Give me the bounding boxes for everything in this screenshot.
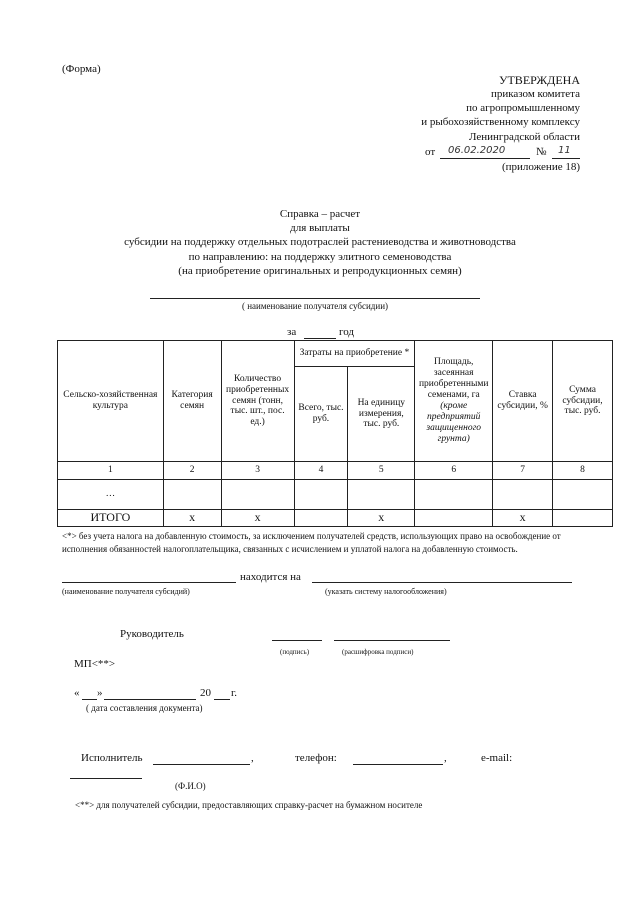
column-number: 2: [163, 462, 221, 480]
tax-recipient-underline: [62, 582, 236, 583]
appendix-label: (приложение 18): [501, 161, 580, 173]
phone-comma: ,: [444, 752, 447, 764]
ellipsis-cell: …: [58, 480, 164, 510]
year-prefix-date: 20: [200, 687, 211, 699]
header-costs-group: Затраты на приобретение *: [294, 341, 415, 367]
header-area-label: Площадь, засеянная приобретенными семенами, га: [418, 357, 489, 401]
total-cell: [294, 510, 348, 527]
total-cell: х: [163, 510, 221, 527]
header-total: Всего, тыс. руб.: [294, 367, 348, 462]
sign-caption: (подпись): [280, 648, 310, 656]
approval-line: Ленинградской области: [469, 131, 580, 143]
from-prefix: от: [425, 146, 436, 158]
header-area: [415, 341, 493, 462]
number-prefix: №: [536, 146, 547, 158]
head-label: Руководитель: [120, 628, 184, 640]
year-date-underline: [214, 699, 230, 700]
total-cell: [415, 510, 493, 527]
table-cell: [294, 480, 348, 510]
year-underline: [304, 338, 336, 339]
heading-line: для выплаты: [290, 222, 350, 234]
table-cell: [163, 480, 221, 510]
day-underline: [82, 699, 97, 700]
total-cell: х: [348, 510, 415, 527]
fio-caption: (Ф.И.О): [175, 781, 206, 791]
sign-underline: [272, 640, 322, 641]
column-number: 6: [415, 462, 493, 480]
approval-date: 06.02.2020: [448, 145, 506, 156]
total-cell: х: [493, 510, 553, 527]
column-number: 3: [221, 462, 294, 480]
table-cell: [493, 480, 553, 510]
year-prefix: за: [287, 326, 297, 338]
column-number: 1: [58, 462, 164, 480]
heading-line: (на приобретение оригинальных и репродукционных семян): [178, 265, 462, 277]
approval-line: по агропромышленному: [466, 102, 580, 114]
approval-line: приказом комитета: [490, 88, 580, 100]
approval-number: 11: [558, 145, 571, 156]
footnote-paper: <**> для получателей субсидии, предоставляющих справку-расчет на бумажном носителе: [75, 800, 423, 810]
recipient-caption: ( наименование получателя субсидии): [241, 301, 389, 311]
decode-caption: (расшифровка подписи): [342, 648, 414, 656]
approval-title: УТВЕРЖДЕНА: [498, 73, 580, 87]
column-number: 7: [493, 462, 553, 480]
executor-comma: ,: [251, 752, 254, 764]
table-cell: [221, 480, 294, 510]
month-underline: [104, 699, 196, 700]
tax-left-caption: (наименование получателя субсидий): [62, 587, 190, 596]
total-label: ИТОГО: [58, 510, 164, 527]
header-category: Категория семян: [163, 341, 221, 462]
date-close-quote: »: [97, 687, 103, 699]
heading-title: Справка – расчет: [279, 208, 361, 220]
stamp-label: МП<**>: [74, 658, 116, 670]
footnote-vat: <*> без учета налога на добавленную стоимость, за исключением получателей средств, использующих право на освобождение от исполнения обязанностей налогоплательщика, связанных с исчислением и уплатой налога на добавленную стоимость.: [62, 531, 561, 555]
year-suffix-date: г.: [231, 687, 238, 699]
heading-line: субсидии на поддержку отдельных подотраслей растениеводства и животноводства: [124, 236, 516, 248]
header-quantity: Количество приобретенных семян (тонн, тыс. шт., пос. ед.): [221, 341, 294, 462]
column-number: 8: [553, 462, 613, 480]
table-cell: [348, 480, 415, 510]
recipient-underline: [150, 298, 480, 299]
approval-line: и рыбохозяйственному комплексу: [421, 116, 580, 128]
table-cell: [415, 480, 493, 510]
header-area-note: (кроме предприятий защищенного грунта): [426, 401, 482, 444]
decode-underline: [334, 640, 450, 641]
tax-system-underline: [312, 582, 572, 583]
tax-right-caption: (указать систему налогообложения): [325, 587, 447, 596]
year-suffix: год: [339, 326, 355, 338]
total-cell: х: [221, 510, 294, 527]
form-label: (Форма): [62, 63, 101, 75]
email-underline: [70, 778, 142, 779]
phone-underline: [353, 764, 443, 765]
column-number: 4: [294, 462, 348, 480]
total-cell: [553, 510, 613, 527]
date-caption: ( дата составления документа): [86, 703, 203, 713]
header-rate: Ставка субсидии, %: [493, 341, 553, 462]
tax-middle-text: находится на: [240, 571, 301, 583]
date-open-quote: «: [74, 687, 80, 699]
executor-label: Исполнитель: [81, 752, 143, 764]
phone-label: телефон:: [295, 752, 337, 764]
subsidy-table: [57, 340, 613, 527]
date-underline: [440, 158, 530, 159]
number-underline: [552, 158, 580, 159]
column-number: 5: [348, 462, 415, 480]
email-label: e-mail:: [481, 752, 513, 764]
heading-line: по направлению: на поддержку элитного семеноводства: [188, 251, 452, 263]
table-cell: [553, 480, 613, 510]
header-culture: Сельско-хозяйственная культура: [58, 341, 164, 462]
header-per-unit: На единицу измерения, тыс. руб.: [348, 367, 415, 462]
header-sum: Сумма субсидии, тыс. руб.: [553, 341, 613, 462]
executor-underline: [153, 764, 250, 765]
